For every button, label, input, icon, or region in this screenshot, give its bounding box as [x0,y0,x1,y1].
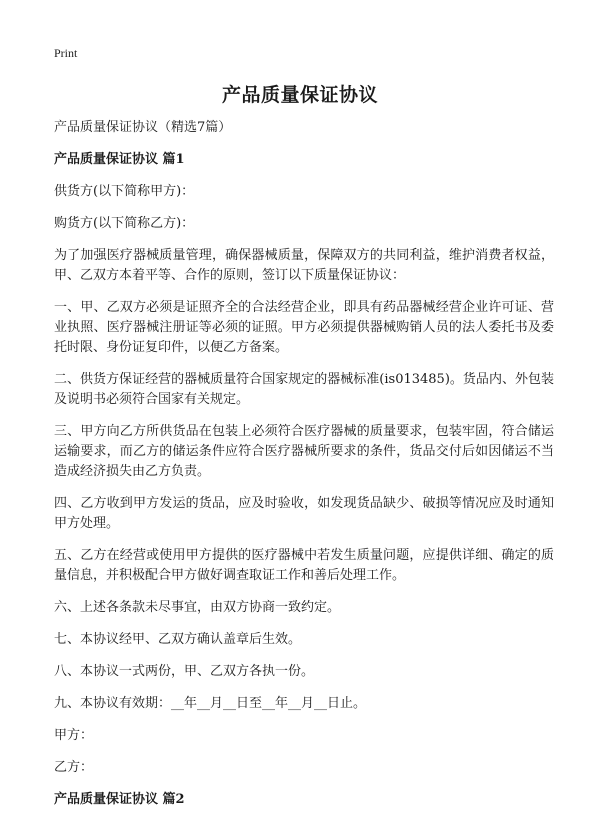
section-heading-1: 产品质量保证协议 篇1 [54,152,185,167]
clause-3: 三、甲方向乙方所供货品在包装上必须符合医疗器械的质量要求，包装牢固，符合储运运输要求，而乙方的储运条件应符合医疗器械所要求的条件，货品交付后如因储运不当造成经济损失由乙方负责。 [54,424,554,479]
clause-2: 二、供货方保证经营的器械质量符合国家规定的器械标准(is013485)。货品内、外包装及说明书必须符合国家有关规定。 [54,372,554,407]
party-b-signature: 乙方： [54,760,94,775]
document-body [54,118,554,822]
clause-6: 六、上述各条款未尽事宜，由双方协商一致约定。 [54,600,341,615]
intro-paragraph: 为了加强医疗器械质量管理，确保器械质量，保障双方的共同利益，维护消费者权益，甲、乙双方本着平等、合作的原则，签订以下质量保证协议： [54,248,554,283]
buyer-line: 购货方(以下简称乙方)： [54,216,195,231]
section-heading-2: 产品质量保证协议 篇2 [54,792,185,807]
document-subtitle: 产品质量保证协议（精选7篇） [54,120,232,135]
print-link[interactable]: Print [54,46,78,60]
document-title: 产品质量保证协议 [221,84,378,106]
clause-5: 五、乙方在经营或使用甲方提供的医疗器械中若发生质量问题，应提供详细、确定的质量信息，并积极配合甲方做好调查取证工作和善后处理工作。 [54,548,554,583]
clause-8: 八、本协议一式两份，甲、乙双方各执一份。 [54,664,315,679]
clause-4: 四、乙方收到甲方发运的货品，应及时验收，如发现货品缺少、破损等情况应及时通知甲方处理。 [54,496,554,531]
clause-1: 一、甲、乙双方必须是证照齐全的合法经营企业，即具有药品器械经营企业许可证、营业执照、医疗器械注册证等必须的证照。甲方必须提供器械购销人员的法人委托书及委托时限、身份证复印件，以便乙方备案。 [54,300,554,355]
clause-9: 九、本协议有效期：__年__月__日至__年__月__日止。 [54,696,367,711]
clause-7: 七、本协议经甲、乙双方确认盖章后生效。 [54,632,302,647]
party-a-signature: 甲方： [54,728,94,743]
supplier-line: 供货方(以下简称甲方)： [54,184,195,199]
